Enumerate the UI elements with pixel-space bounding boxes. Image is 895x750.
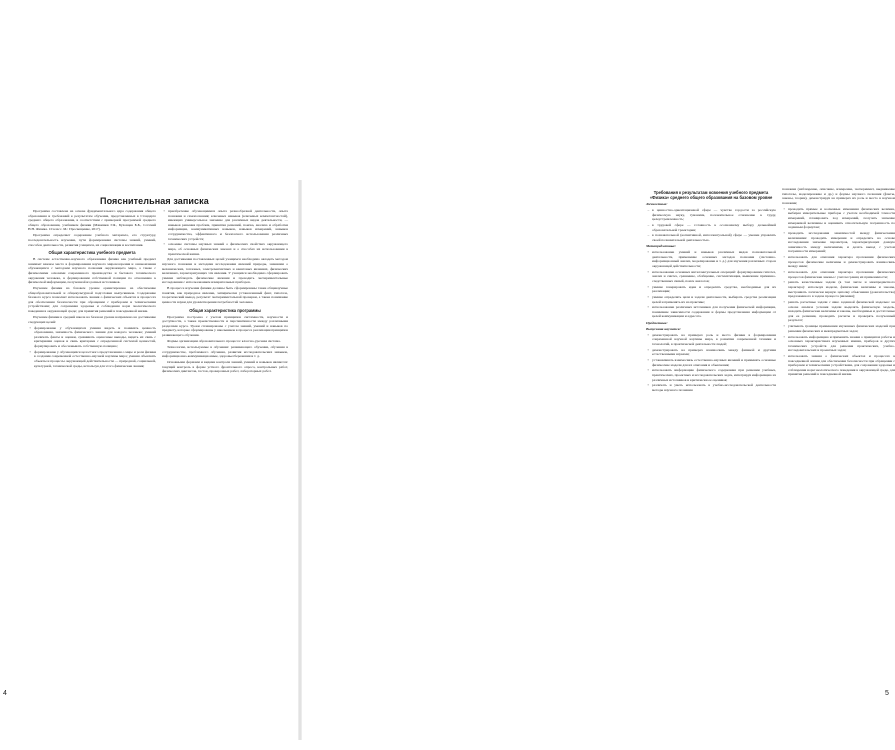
list-item: – в познавательной (когнитивной, интеллектуальной) сфере — умение управлять своей познавательной деятельностью. <box>646 233 776 242</box>
section-heading: Требования к результатам освоения учебного предмета «Физика» среднего общего образования на базовом уровне <box>649 190 773 200</box>
paragraph: Технологии, используемые в обучении: развивающего обучения, обучения в сотрудничестве, проблемного обучения, развития исследовательских навыков, информационно-коммуникационные, здоровьесбережения и т. д. <box>162 344 288 359</box>
paragraph: Формы организации образовательного процесса: классно-урочная система. <box>167 339 281 343</box>
list-item: • освоение системы научных знаний о физических свойствах окружающего мира, об основных физических законах и о способах их использования в практической жизни. <box>162 242 288 256</box>
list-item: • решать качественные задачи (в том числе и межпредметного характера): используя модели, физические величины и законы, выстраивать логически верную цепочку объяснения (доказательства) предложенного в задаче процесса (явления); <box>782 280 895 298</box>
paragraph: Изучение физики в средней школе на базовом уровне направлено на достижение следующих целей: <box>28 315 156 324</box>
paragraph: Программа построена с учетом принципов системности, научности и доступности, а также преемственности и перспективности между различными разделами курса. Уроки спланированы с учетом знаний, умений и навыков по предмету, которые сформированы у школьников в процессе реализации принципов развивающего обучения. <box>162 314 288 338</box>
paragraph: В процессе изучения физики должны быть сформированы такие общенаучные понятия, как природное явление, эмпирически установленный факт, гипотеза, теоретический вывод, результат экспериментальной проверки, а также понимание ценности науки для удовлетворения потребностей человека. <box>162 286 288 305</box>
list-item: • учитывать границы применения изученных физических моделей при решении физических и межпредметных задач; <box>782 324 895 333</box>
page-title: Пояснительная записка <box>100 196 209 206</box>
left-column-1 <box>28 209 156 369</box>
list-item: • использовать для описания характера протекания физических процессов физические величины и демонстрировать взаимосвязь между ними; <box>782 255 895 269</box>
list-item: • проводить прямые и косвенные изменения физических величин, выбирая измерительные приборы с учетом необходимой точности измерений, планировать ход измерений, получать значение измеряемой величины и оценивать относительную погрешность по заданным формулам; <box>782 207 895 230</box>
paragraph: Для достижения поставленных целей учащимся необходимо овладеть методом научного познания и методами исследования явлений природы, знаниями о механических, тепловых, электромагнитных и квантовых явлениях, физических величинах, характеризующих эти явления. У учащихся необходимо сформировать умения наблюдать физические явления и проводить экспериментальные исследования с использованием измерительных приборов. <box>162 257 288 285</box>
list-item: • использовать для описания характера протекания физических процессов физические законы с учетом границ их применимости; <box>782 270 895 279</box>
continued-paragraph: познания (наблюдение, описание, измерение, эксперимент, выдвижение гипотезы, моделирование и др.) и формы научного познания (факты, законы, теории), демонстрируя на примерах их роль и место в научном познании; <box>782 187 895 205</box>
list-item: • использование различных источников для получения физической информации, понимание зависимости содержания и формы представления информации от целей коммуникации и адресата. <box>646 305 776 319</box>
list-item: • решать расчетные задачи с явно заданной физической моделью: на основе анализа условия задачи выделять физическую модель, находить физические величины и законы, необходимые и достаточные для ее решения, проводить расчеты и проверять полученный результат; <box>782 300 895 323</box>
list-item: • демонстрировать на примерах роль и место физики в формировании современной научной картины мира, в развитии современной техники и технологий, в практической деятельности людей; <box>646 333 776 347</box>
page-number: 4 <box>3 690 7 697</box>
left-page <box>0 0 298 750</box>
paragraph: Программа составлена на основе фундаментального ядра содержания общего образования и требований к результатам обучения, представленных в Стандарте среднего общего образования, в соответствии с примерной программой среднего общего образования, учебником физики (Мякишев Г.Я., Буховцев Б.Б., Сотский Н.Н. Физика. 10 класс. М.: Просвещение, 2017). <box>28 209 156 232</box>
list-item: • формирование у обучающихся умения видеть и понимать ценность образования, значимость физического знания для каждого человека; умений различать факты и оценки, сравнивать оценочные выводы, видеть их связь с критериями оценок и связь критериев с определенной системой ценностей, формулировать и обосновывать собственную позицию; <box>28 326 156 349</box>
list-item: • использовать информацию физического содержания при решении учебных, практических, проектных и исследовательских задач, интегрируя информацию из различных источников и критически ее оценивая; <box>646 368 776 382</box>
paragraph: В системе естественно-научного образования физика как учебный предмет занимает важное место в формировании научного мировоззрения и ознакомлении обучающихся с методами научного познания окружающего мира, а также с физическими основами современного производства и бытового технического окружения человека, в формировании собственной позиции по отношению к физической информации, полученной из разных источников. <box>28 257 156 285</box>
page-number: 5 <box>885 690 889 697</box>
list-item: – в ценностно-ориентационной сфере — чувство гордости за российскую физическую науку, гуманизм, положительное отношение к труду, целеустремленность; <box>646 208 776 222</box>
personal-results-label: Личностные: <box>646 202 668 206</box>
list-item: • использовать информацию и применять знания о принципах работы и основных характеристиках изученных машин, приборов и других технических устройств для решения практических, учебно-исследовательских и проектных задач; <box>782 335 895 353</box>
list-item: • различать и уметь использовать в учебно-исследовательской деятельности методы научного познания <box>646 383 776 392</box>
list-item: • умение определять цели и задачи деятельности, выбирать средства реализации целей и применять их на практике; <box>646 295 776 304</box>
right-page <box>302 0 895 750</box>
paragraph: Основными формами и видами контроля знаний, умений и навыков являются: текущий контроль в форме устного фронтального опроса, контрольных работ, физических диктантов, тестов, проверочных работ, лабораторных работ. <box>162 360 288 374</box>
list-item: • использование основных интеллектуальных операций: формулирование гипотез, анализ и синтез, сравнение, обобщение, систематизация, выявление причинно-следственных связей, поиск аналогов; <box>646 270 776 284</box>
right-column-2 <box>782 187 895 378</box>
list-item: • демонстрировать на примерах взаимосвязь между физикой и другими естественными науками; <box>646 348 776 357</box>
list-item: • приобретение обучающимися опыта разнообразной деятельности, опыта познания и самопознания; ключевых навыков (ключевых компетентностей), имеющих универсальное значение для различных видов деятельности, — навыков решения проблем, принятия решений, поиска, анализа и обработки информации, коммуникативных навыков, навыков измерений, навыков сотрудничества, эффективного и безопасного использования различных технических устройств; <box>162 209 288 241</box>
list-item: • проводить исследования зависимостей между физическими величинами: проводить измерения и определять на основе исследования значение параметров, характеризующих данную зависимость между величинами, и делать вывод с учетом погрешности измерений; <box>782 231 895 254</box>
list-item: • умение генерировать идеи и определять средства, необходимые для их реализации; <box>646 285 776 294</box>
left-column-2 <box>162 209 288 375</box>
paragraph: Изучение физики на базовом уровне ориентировано на обеспечение общеобразовательной и общекультурной подготовки выпускников. Содержание базового курса позволяет использовать знания о физических объектах и процессах для обеспечения безопасности при обращении с приборами и техническими устройствами; для сохранения здоровья и соблюдения норм экологического поведения в окружающей среде; для принятия решений в повседневной жизни. <box>28 286 156 314</box>
list-item: • формирование у обучающихся целостного представления о мире и роли физики в создании современной естественно-научной картины мира; умения объяснять объекты и процессы окружающей действительности — природной, социальной, культурной, технической среды, используя для этого физические знания; <box>28 350 156 368</box>
list-item: • использовать знания о физических объектах и процессах в повседневной жизни для обеспечения безопасности при обращении с приборами и техническими устройствами, для сохранения здоровья и соблюдения норм экологического поведения в окружающей среде, для принятия решений в повседневной жизни. <box>782 354 895 377</box>
section-heading: Общая характеристика учебного предмета <box>48 250 136 256</box>
graduate-label: Выпускник научится: <box>646 326 681 331</box>
list-item: – в трудовой сфере — готовность к осознанному выбору дальнейшей образовательной траектории; <box>646 223 776 232</box>
section-heading: Общая характеристика программы <box>189 307 261 313</box>
list-item: • устанавливать взаимосвязь естественно-научных явлений и применять основные физические модели для их описания и объяснения; <box>646 358 776 367</box>
meta-results-label: Метапредметные: <box>646 244 677 249</box>
list-item: • использование умений и навыков различных видов познавательной деятельности, применение основных методов познания (системно-информационный анализ, моделирование и т. д.) для изучения различных сторон окружающей действительности; <box>646 250 776 268</box>
subject-results-label: Предметные: <box>646 320 668 325</box>
right-column-1 <box>646 187 776 394</box>
paragraph: Программа определяет содержание учебного материала, его структуру, последовательность изучения, пути формирования системы знаний, умений, способов деятельности, развития учащихся, их социализации и воспитания. <box>28 233 156 247</box>
